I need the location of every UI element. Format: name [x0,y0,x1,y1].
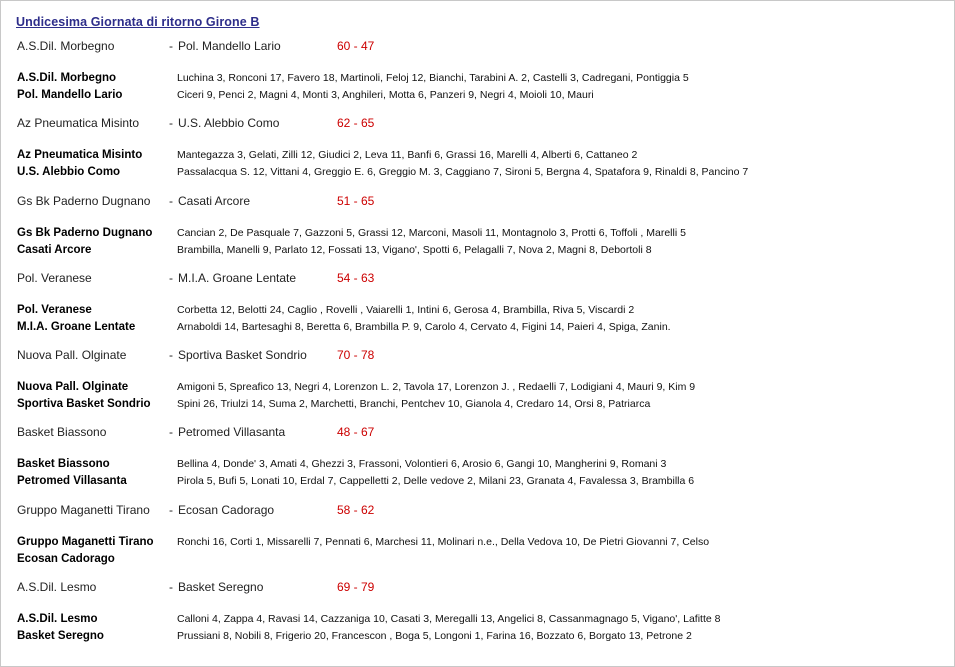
final-score: 54 - 63 [337,271,375,285]
home-team-name: Nuova Pall. Olginate [17,348,127,362]
scorers-block [1,227,955,263]
home-team-name: A.S.Dil. Morbegno [17,39,115,53]
vs-dash: - [169,116,173,130]
home-team-label: Gruppo Maganetti Tirano [17,536,154,548]
home-team-label: A.S.Dil. Morbegno [17,72,117,84]
home-scorers: Luchina 3, Ronconi 17, Favero 18, Martinoli, Feloj 12, Bianchi, Tarabini A. 2, Castelli 3, Cadregani, Pontiggia 5 [177,72,689,84]
vs-dash: - [169,194,173,208]
vs-dash: - [169,348,173,362]
away-team-name: U.S. Alebbio Como [178,116,280,130]
vs-dash: - [169,425,173,439]
scorers-block [1,304,955,340]
away-scorers: Arnaboldi 14, Bartesaghi 8, Beretta 6, Brambilla P. 9, Carolo 4, Cervato 4, Figini 14, Paieri 4, Spiga, Zanin. [177,321,671,333]
home-team-label: Az Pneumatica Misinto [17,149,143,161]
scorers-block [1,72,955,108]
home-team-label: A.S.Dil. Lesmo [17,613,98,625]
final-score: 58 - 62 [337,503,375,517]
away-scorers: Spini 26, Triulzi 14, Suma 2, Marchetti, Branchi, Pentchev 10, Gianola 4, Credaro 14, Orsi 8, Patriarca [177,398,651,410]
final-score: 70 - 78 [337,348,375,362]
home-team-name: Gruppo Maganetti Tirano [17,503,150,517]
home-team-name: A.S.Dil. Lesmo [17,580,97,594]
scorers-block [1,613,955,649]
vs-dash: - [169,503,173,517]
vs-dash: - [169,271,173,285]
match-row [1,116,955,136]
away-team-label: M.I.A. Groane Lentate [17,321,136,333]
match-row [1,271,955,291]
scorers-block [1,536,955,572]
away-scorers: Prussiani 8, Nobili 8, Frigerio 20, Francescon , Boga 5, Longoni 1, Farina 16, Bozzato 6, Borgato 13, Petrone 2 [177,630,692,642]
home-scorers: Calloni 4, Zappa 4, Ravasi 14, Cazzaniga 10, Casati 3, Meregalli 13, Angelici 8, Cassanmagnago 5, Vigano', Lafitte 8 [177,613,721,625]
away-team-label: Basket Seregno [17,630,104,642]
match-row [1,503,955,523]
home-team-name: Pol. Veranese [17,271,92,285]
vs-dash: - [169,580,173,594]
away-team-name: M.I.A. Groane Lentate [178,271,297,285]
away-team-name: Pol. Mandello Lario [178,39,281,53]
scorers-block [1,381,955,417]
away-team-label: Petromed Villasanta [17,475,127,487]
final-score: 62 - 65 [337,116,375,130]
final-score: 48 - 67 [337,425,375,439]
home-team-name: Gs Bk Paderno Dugnano [17,194,151,208]
away-team-name: Petromed Villasanta [178,425,286,439]
home-team-label: Basket Biassono [17,458,110,470]
vs-dash: - [169,39,173,53]
away-scorers: Passalacqua S. 12, Vittani 4, Greggio E. 6, Greggio M. 3, Caggiano 7, Sironi 5, Bergna 4, Spatafora 9, Rinaldi 8, Pancino 7 [177,166,749,178]
home-team-name: Basket Biassono [17,425,107,439]
home-team-label: Gs Bk Paderno Dugnano [17,227,153,239]
away-team-label: Ecosan Cadorago [17,553,115,565]
scorers-block [1,149,955,185]
final-score: 51 - 65 [337,194,375,208]
home-scorers: Mantegazza 3, Gelati, Zilli 12, Giudici 2, Leva 11, Banfi 6, Grassi 16, Marelli 4, Alberti 6, Cattaneo 2 [177,149,638,161]
away-team-name: Ecosan Cadorago [178,503,275,517]
away-team-label: U.S. Alebbio Como [17,166,121,178]
away-scorers: Pirola 5, Bufi 5, Lonati 10, Erdal 7, Cappelletti 2, Delle vedove 2, Milani 23, Granata 4, Favalessa 3, Brambilla 6 [177,475,695,487]
away-team-name: Casati Arcore [178,194,251,208]
match-row [1,39,955,59]
away-team-label: Sportiva Basket Sondrio [17,398,151,410]
home-team-label: Pol. Veranese [17,304,92,316]
match-row [1,348,955,368]
match-row [1,580,955,600]
away-scorers: Ciceri 9, Penci 2, Magni 4, Monti 3, Anghileri, Motta 6, Panzeri 9, Negri 4, Moioli 10, Mauri [177,89,594,101]
away-team-label: Casati Arcore [17,244,92,256]
home-team-name: Az Pneumatica Misinto [17,116,140,130]
home-scorers: Bellina 4, Donde' 3, Amati 4, Ghezzi 3, Frassoni, Volontieri 6, Arosio 6, Gangi 10, Mangherini 9, Romani 3 [177,458,667,470]
away-scorers: Brambilla, Manelli 9, Parlato 12, Fossati 13, Vigano', Spotti 6, Pelagalli 7, Nova 2, Magni 8, Debortoli 8 [177,244,652,256]
home-scorers: Cancian 2, De Pasquale 7, Gazzoni 5, Grassi 12, Marconi, Masoli 11, Montagnolo 3, Protti 6, Toffoli , Marelli 5 [177,227,686,239]
match-row [1,425,955,445]
home-scorers: Corbetta 12, Belotti 24, Caglio , Rovelli , Vaiarelli 1, Intini 6, Gerosa 4, Brambilla, Riva 5, Viscardi 2 [177,304,635,316]
final-score: 69 - 79 [337,580,375,594]
scorers-block [1,458,955,494]
away-team-label: Pol. Mandello Lario [17,89,123,101]
away-team-name: Basket Seregno [178,580,264,594]
final-score: 60 - 47 [337,39,375,53]
home-team-label: Nuova Pall. Olginate [17,381,129,393]
page-title[interactable]: Undicesima Giornata di ritorno Girone B [16,15,260,29]
home-scorers: Ronchi 16, Corti 1, Missarelli 7, Pennati 6, Marchesi 11, Molinari n.e., Della Vedova 10, De Pietri Giovanni 7, Celso [177,536,710,548]
home-scorers: Amigoni 5, Spreafico 13, Negri 4, Lorenzon L. 2, Tavola 17, Lorenzon J. , Redaelli 7, Lodigiani 4, Mauri 9, Kim 9 [177,381,696,393]
match-row [1,194,955,214]
away-team-name: Sportiva Basket Sondrio [178,348,307,362]
